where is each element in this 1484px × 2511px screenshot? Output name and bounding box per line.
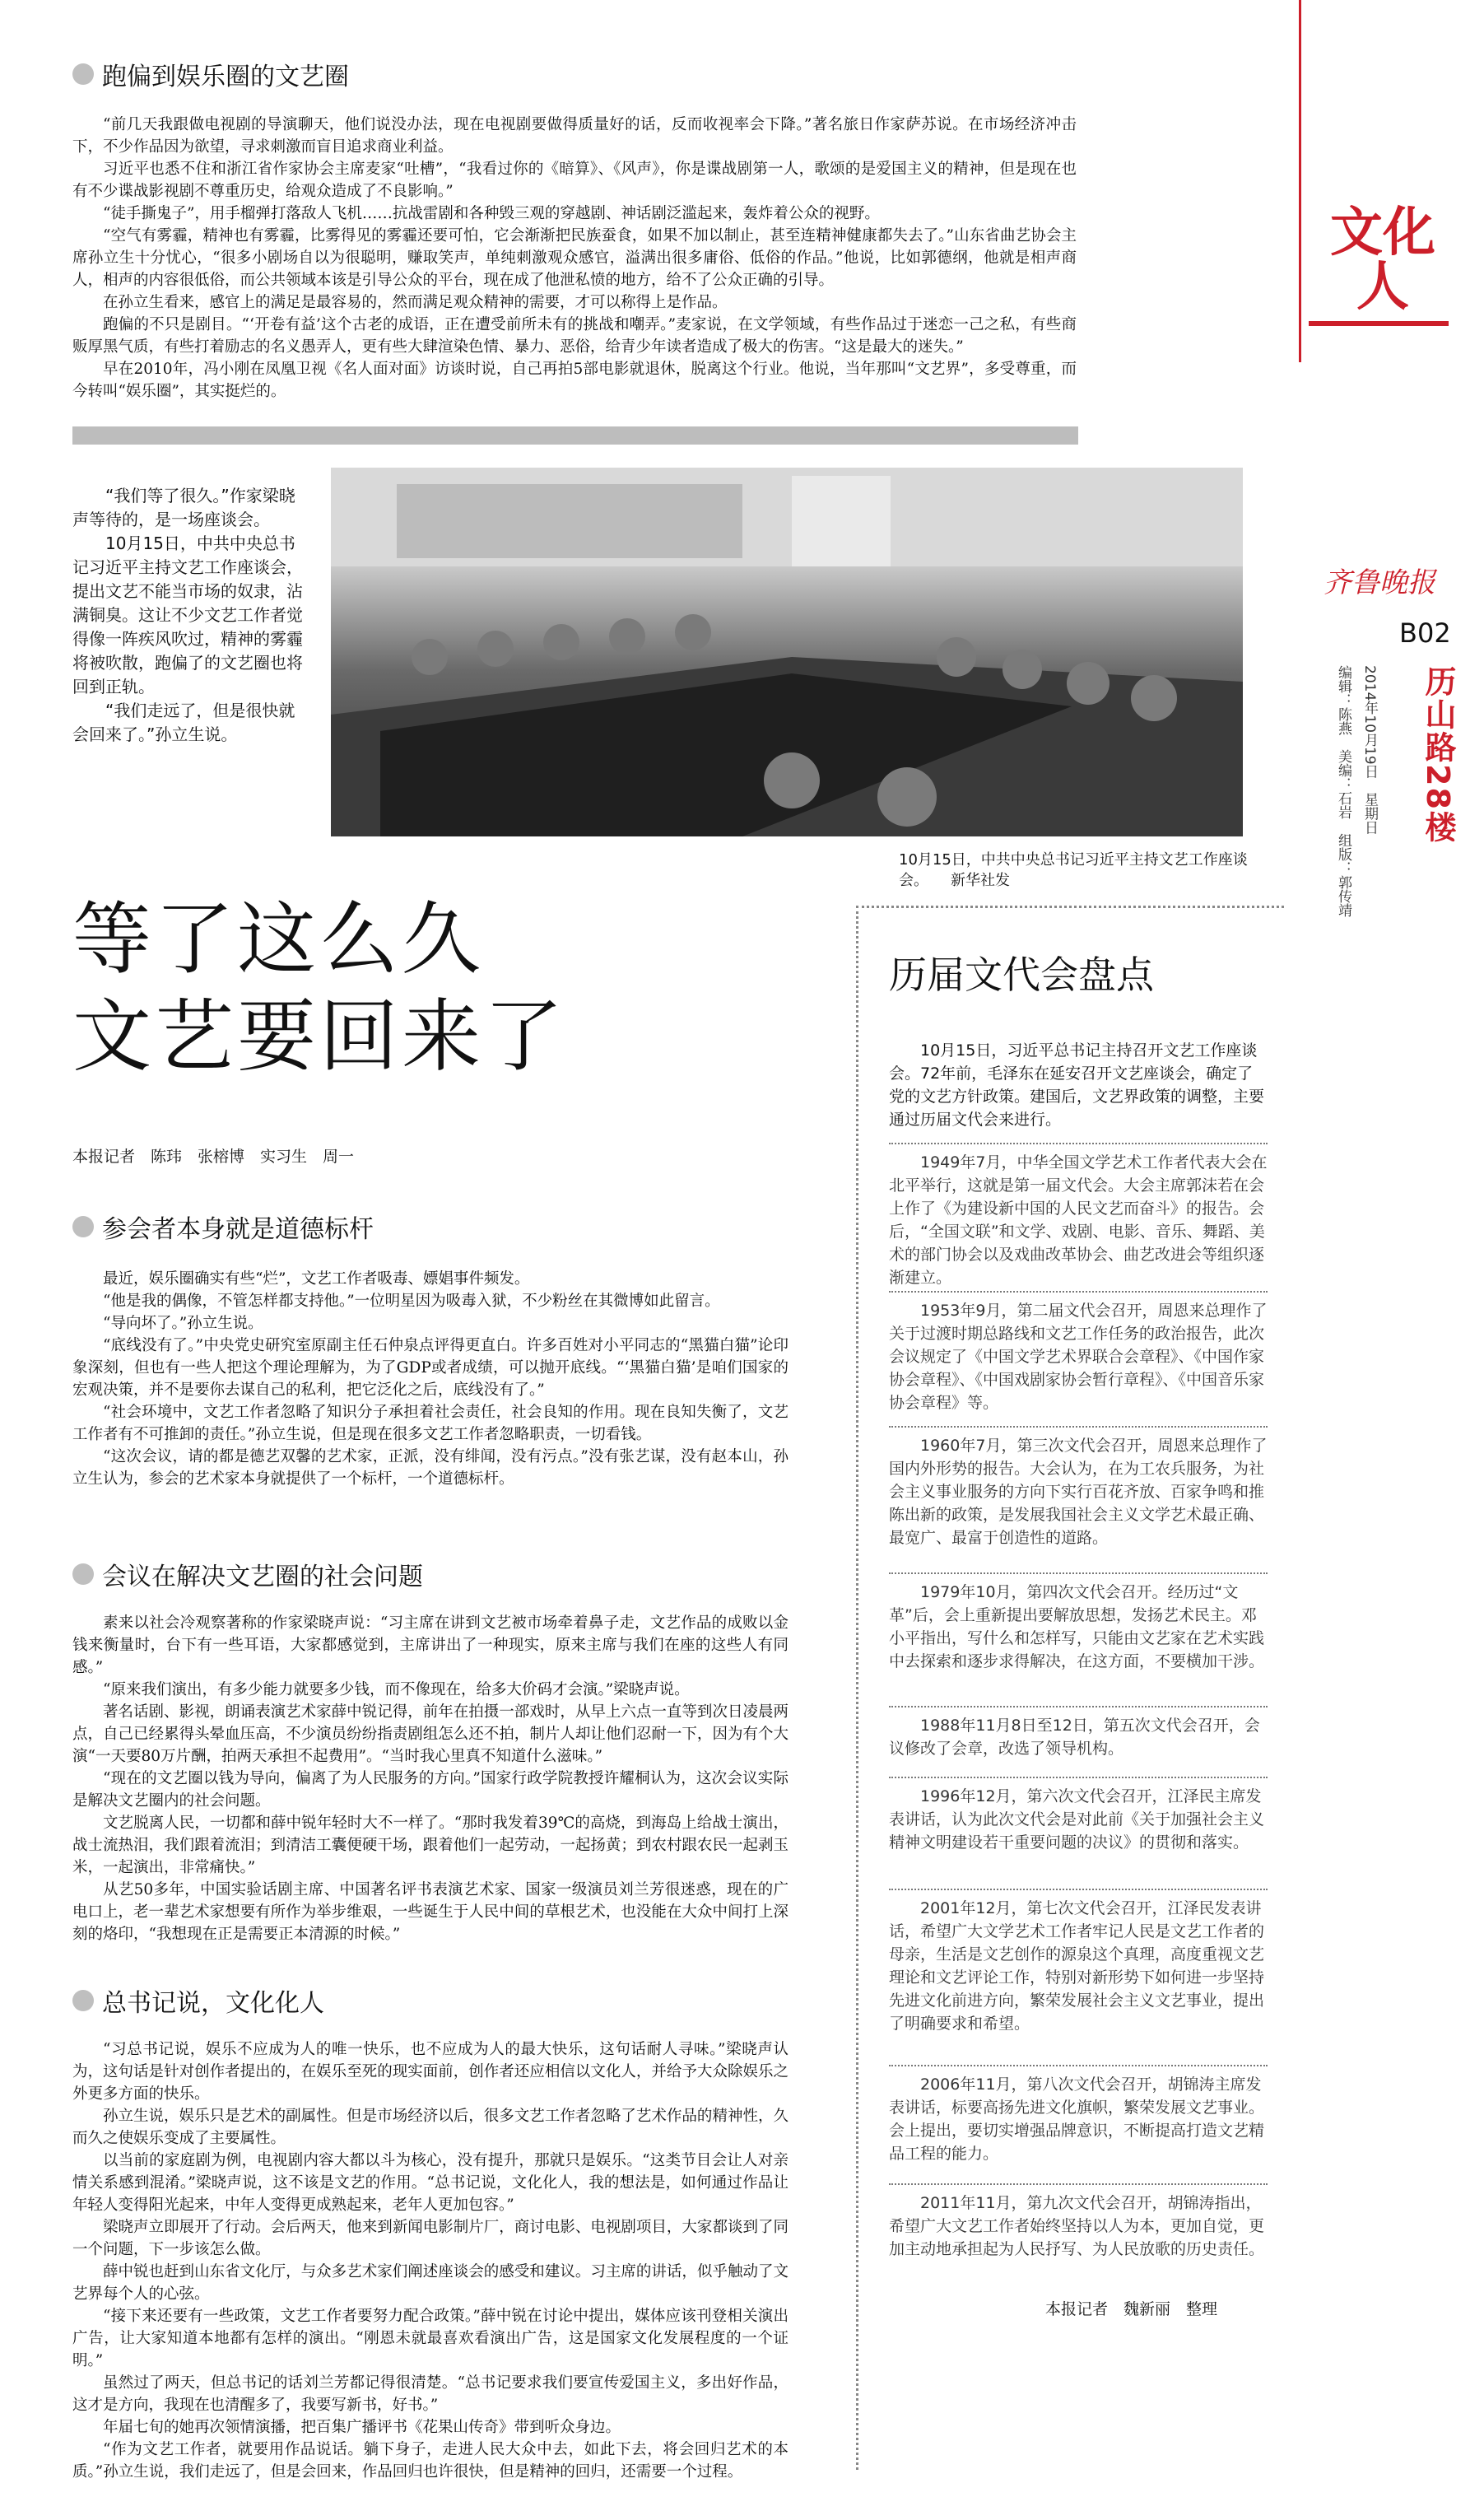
pullquote xyxy=(72,484,311,747)
review-item: 2006年11月，第八次文代会召开，胡锦涛主席发表讲话，标要高扬先进文化旗帜，繁荣发展文艺事业。会上提出，要切实增强品牌意识，不断提高打造文艺精品工程的能力。 xyxy=(889,2075,1265,2163)
review-item: 1949年7月，中华全国文学艺术工作者代表大会在北平举行，这就是第一届文代会。大会主席郭沫若在会上作了《为建设新中国的人民文艺而奋斗》的报告。会后，“全国文联”和文学、戏剧、电影、音乐、舞蹈、美术的部门协会以及戏曲改革协会、曲艺改进会等组织逐渐建立。 xyxy=(889,1153,1268,1287)
editors-credit: 编辑：陈燕 美编：石岩 组版：郭传靖 xyxy=(1335,665,1351,917)
review-item: 2011年11月，第九次文代会召开，胡锦涛指出，希望广大文艺工作者始终坚持以人为本，更加自觉，更加主动地承担起为人民抒写、为人民放歌的历史责任。 xyxy=(889,2194,1265,2258)
paragraph: 以当前的家庭剧为例，电视剧内容大都以斗为核心，没有提升，那就只是娱乐。“这类节目会让人对亲情关系感到混淆。”梁晓声说，这不该是文艺的作用。“总书记说，文化化人，我的想法是，如何通过作品让年轻人变得阳光起来，中年人变得更成熟起来，老年人更加包容。” xyxy=(72,2152,789,2214)
social-section-heading: 会议在解决文艺圈的社会问题 xyxy=(72,1556,423,1592)
morals-section-body xyxy=(72,1268,789,1490)
pullquote-paragraph: 10月15日，中共中央总书记习近平主持文艺工作座谈会，提出文艺不能当市场的奴隶，沾满铜臭。这让不少文艺工作者觉得像一阵疾风吹过，精神的雾霾将被吹散，跑偏了的文艺圈也将回到正轨。 xyxy=(72,533,303,696)
top-section-body xyxy=(72,114,1077,403)
paragraph: 在孙立生看来，感官上的满足是最容易的，然而满足观众精神的需要，才可以称得上是作品。 xyxy=(103,294,728,311)
paragraph: “接下来还要有一些政策，文艺工作者要努力配合政策。”薛中锐在讨论中提出，媒体应该刊登相关演出广告，让大家知道本地都有怎样的演出。“刚恩未就最喜欢看演出广告，这是国家文化发展程度的一个证明。” xyxy=(72,2308,789,2369)
review-intro: 10月15日，习近平总书记主持召开文艺工作座谈会。72年前，毛泽东在延安召开文艺座谈会，确定了党的文艺方针政策。建国后，文艺界政策的调整，主要通过历届文代会来进行。 xyxy=(889,1041,1265,1129)
review-item: 1979年10月，第四次文代会召开。经历过“文革”后，会上重新提出要解放思想，发扬艺术民主。邓小平指出，写什么和怎样写，只能由文艺家在艺术实践中去探索和逐步求得解决，在这方面，不要横加干涉。 xyxy=(889,1583,1265,1670)
paragraph: “作为文艺工作者，就要用作品说话。躺下身子，走进人民大众中去，如此下去，将会回归艺术的本质。”孙立生说，我们走远了，但是会回来，作品回归也许很快，但是精神的回归，还需要一个过程。 xyxy=(72,2441,789,2481)
page-number: B02 xyxy=(1399,617,1451,649)
review-item-divider xyxy=(889,1426,1268,1428)
column-name-logo: 文化人 xyxy=(1330,203,1435,318)
secretary-section-body xyxy=(72,2038,789,2483)
review-box-border xyxy=(856,906,860,2470)
paragraph: 著名话剧、影视，朗诵表演艺术家薛中锐记得，前年在拍摄一部戏时，从早上六点一直等到次日凌晨两点，自己已经累得头晕血压高，不少演员纷纷指责剧组怎么还不拍，制片人却让他们忍耐一下，因为有个大演“一天要80万片酬，拍两天承担不起费用”。“当时我心里真不知道什么滋味。” xyxy=(72,1703,789,1765)
paragraph: 梁晓声立即展开了行动。会后两天，他来到新闻电影制片厂，商讨电影、电视剧项目，大家都谈到了同一个问题，下一步该怎么做。 xyxy=(72,2219,789,2258)
paragraph: 虽然过了两天，但总书记的话刘兰芳都记得很清楚。“总书记要求我们要宣传爱国主义，多出好作品，这才是方向，我现在也清醒多了，我要写新书，好书。” xyxy=(72,2374,789,2414)
issue-date: 2014年10月19日 星期日 xyxy=(1361,665,1378,835)
paragraph: “前几天我跟做电视剧的导演聊天，他们说没办法，现在电视剧要做得质量好的话，反而收视率会下降。”著名旅日作家萨苏说。在市场经济冲击下，不少作品因为欲望，寻求刺激而盲目追求商业利益。 xyxy=(72,116,1077,156)
paragraph: “习总书记说，娱乐不应成为人的唯一快乐，也不应成为人的最大快乐，这句话耐人寻味。”梁晓声认为，这句话是针对创作者提出的，在娱乐至死的现实面前，创作者还应相信以文化人，并给予大众除娱乐之外更多方面的快乐。 xyxy=(72,2041,789,2103)
paragraph: “空气有雾霾，精神也有雾霾，比雾得见的雾霾还要可怕，它会渐渐把民族蚕食，如果不加以制止，甚至连精神健康都失去了。”山东省曲艺协会主席孙立生十分忧心，“很多小剧场自以为很聪明，赚取笑声，单纯刺激观众感官，溢满出很多庸俗、低俗的作品。”他说，比如郭德纲，他就是相声商人，相声的内容很低俗，而公共领域本该是引导公众的平台，现在成了他泄私愤的地方，给不了公众正确的引导。 xyxy=(72,227,1077,289)
byline: 本报记者 陈玮 张榕博 实习生 周一 xyxy=(72,1148,355,1166)
review-item-divider xyxy=(889,1777,1268,1778)
bullet-dot-icon xyxy=(72,1563,94,1585)
paragraph: 从艺50多年，中国实验话剧主席、中国著名评书表演艺术家、国家一级演员刘兰芳很迷惑，现在的广电口上，老一辈艺术家想要有所作为举步维艰，一些诞生于人民中间的草根艺术，也没能在大众中间打上深刻的烙印，“我想现在正是需要正本清源的时候。” xyxy=(72,1881,789,1943)
review-item-divider xyxy=(889,1143,1268,1144)
paragraph: “底线没有了。”中央党史研究室原副主任石仲泉点评得更直白。许多百姓对小平同志的“黑猫白猫”论印象深刻，但也有一些人把这个理论理解为，为了GDP或者成绩，可以抛开底线。“‘黑猫白猫’是咱们国家的宏观决策，并不是要你去谋自己的私利，把它泛化之后，底线没有了。” xyxy=(72,1337,789,1399)
review-item: 2001年12月，第七次文代会召开，江泽民发表讲话，希望广大文学艺术工作者牢记人民是文艺工作者的母亲，生活是文艺创作的源泉这个真理，高度重视文艺理论和文艺评论工作，特别对新形势下如何进一步坚持先进文化前进方向，繁荣发展社会主义文艺事业，提出了明确要求和希望。 xyxy=(889,1899,1265,2033)
paragraph: “这次会议，请的都是德艺双馨的艺术家，正派，没有绯闻，没有污点。”没有张艺谋，没有赵本山，孙立生认为，参会的艺术家本身就提供了一个标杆，一个道德标杆。 xyxy=(72,1448,789,1488)
review-item: 1988年11月8日至12日，第五次文代会召开，会议修改了会章，改选了领导机构。 xyxy=(889,1717,1260,1758)
review-item: 1960年7月，第三次文代会召开，周恩来总理作了国内外形势的报告。大会认为，在为工农兵服务，为社会主义事业服务的方向下实行百花齐放、百家争鸣和推陈出新的政策，是发展我国社会主义文学艺术最正确、最宽广、最富于创造性的道路。 xyxy=(889,1437,1268,1547)
main-headline xyxy=(72,891,566,1085)
top-section-heading: 跑偏到娱乐圈的文艺圈 xyxy=(72,56,349,92)
review-box-top-border xyxy=(856,906,1284,908)
bullet-dot-icon xyxy=(72,63,94,85)
pullquote-paragraph: “我们等了很久。”作家梁晓声等待的，是一场座谈会。 xyxy=(72,486,295,529)
paragraph: 习近平也悉不住和浙江省作家协会主席麦家“吐槽”，“我看过你的《暗算》、《风声》，你是谍战剧第一人，歌颂的是爱国主义的精神，但是现在也有不少谍战影视剧不尊重历史，给观众造成了不良影响。” xyxy=(72,161,1077,200)
review-item-divider xyxy=(889,2065,1268,2066)
paragraph: “他是我的偶像，不管怎样都支持他。”一位明星因为吸毒入狱，不少粉丝在其微博如此留言。 xyxy=(103,1293,720,1310)
paragraph: “现在的文艺圈以钱为导向，偏离了为人民服务的方向。”国家行政学院教授许耀桐认为，这次会议实际是解决文艺圈内的社会问题。 xyxy=(72,1770,789,1810)
paragraph: 文艺脱离人民，一切都和薛中锐年轻时大不一样了。“那时我发着39℃的高烧，到海岛上给战士演出，战士流热泪，我们跟着流泪；到清洁工囊便硬干场，跟着他们一起劳动，一起扬黄；到农村跟农民一起剥玉米，一起演出，非常痛快。” xyxy=(72,1815,789,1876)
news-photo xyxy=(331,468,1243,836)
review-item: 1996年12月，第六次文代会召开，江泽民主席发表讲话，认为此次文代会是对此前《关于加强社会主义精神文明建设若干重要问题的决议》的贯彻和落实。 xyxy=(889,1787,1265,1852)
review-item-divider xyxy=(889,1706,1268,1707)
review-item-divider xyxy=(889,1572,1268,1574)
review-item: 1953年9月，第二届文代会召开，周恩来总理作了关于过渡时期总路线和文艺工作任务的政治报告，此次会议规定了《中国文学艺术界联合会章程》、《中国作家协会章程》、《中国戏剧家协会暂行章程》、《中国音乐家协会章程》等。 xyxy=(889,1302,1268,1412)
headline-line-2: 文艺要回来了 xyxy=(72,990,566,1083)
paragraph: 跑偏的不只是剧目。“‘开卷有益’这个古老的成语，正在遭受前所未有的挑战和嘲弄。”麦家说，在文学领域，有些作品过于迷恋一己之私，有些商贩厚黑气质，有些打着励志的名义愚弄人，更有些大肆渲染色情、暴力、恶俗，给青少年读者造成了极大的伤害。“这是最大的迷失。” xyxy=(72,316,1077,356)
meeting-photo-illustration xyxy=(331,468,1243,836)
photo-caption: 10月15日，中共中央总书记习近平主持文艺工作座谈会。 新华社发 xyxy=(899,851,1248,889)
review-title: 历届文代会盘点 xyxy=(889,953,1154,997)
paragraph: 孙立生说，娱乐只是艺术的副属性。但是市场经济以后，很多文艺工作者忽略了艺术作品的精神性，久而久之使娱乐变成了主要属性。 xyxy=(72,2108,789,2147)
paragraph: “原来我们演出，有多少能力就要多少钱，而不像现在，给多大价码才会演。”梁晓声说。 xyxy=(103,1681,690,1698)
paragraph: 早在2010年，冯小刚在凤凰卫视《名人面对面》访谈时说，自己再拍5部电影就退休，脱离这个行业。他说，当年那叫“文艺界”，多受尊重，而今转叫“娱乐圈”，其实挺烂的。 xyxy=(72,361,1077,400)
masthead-red-line xyxy=(1299,0,1301,362)
paragraph: “徒手撕鬼子”，用手榴弹打落敌人飞机……抗战雷剧和各种毁三观的穿越剧、神话剧泛滥起来，轰炸着公众的视野。 xyxy=(103,205,880,222)
paragraph: 素来以社会冷观察著称的作家梁晓声说：“习主席在讲到文艺被市场牵着鼻子走，文艺作品的成败以金钱来衡量时，台下有一些耳语，大家都感觉到，主席讲出了一种现实，原来主席与我们在座的这些人有同感。” xyxy=(72,1614,789,1676)
section-divider-bar xyxy=(72,426,1078,445)
paragraph: “社会环境中，文艺工作者忽略了知识分子承担着社会责任，社会良知的作用。现在良知失衡了，文艺工作者有不可推卸的责任。”孙立生说，但是现在很多文艺工作者忽略职责，一切看钱。 xyxy=(72,1404,789,1443)
paragraph: 薛中锐也赶到山东省文化厅，与众多艺术家们阐述座谈会的感受和建议。习主席的讲话，似乎触动了文艺界每个人的心弦。 xyxy=(72,2263,789,2303)
morals-section-heading: 参会者本身就是道德标杆 xyxy=(72,1209,374,1245)
masthead-red-underline xyxy=(1309,321,1449,326)
paper-name-logo: 齐鲁晚报 xyxy=(1324,566,1435,599)
headline-line-1: 等了这么久 xyxy=(72,893,484,985)
location-label: 历山路28楼 xyxy=(1420,665,1456,844)
pullquote-paragraph: “我们走远了，但是很快就会回来了。”孙立生说。 xyxy=(72,701,295,744)
review-credit: 本报记者 魏新丽 整理 xyxy=(1045,2300,1218,2318)
social-section-body xyxy=(72,1612,789,1945)
paragraph: 最近，娱乐圈确实有些“烂”，文艺工作者吸毒、嫖娼事件频发。 xyxy=(103,1270,530,1288)
review-item-divider xyxy=(889,1291,1268,1293)
review-item-divider xyxy=(889,2183,1268,2185)
bullet-dot-icon xyxy=(72,1990,94,2011)
review-item-divider xyxy=(889,1889,1268,1890)
paragraph: “导向坏了。”孙立生说。 xyxy=(103,1315,263,1332)
bullet-dot-icon xyxy=(72,1216,94,1237)
paragraph: 年届七旬的她再次领情演播，把百集广播评书《花果山传奇》带到听众身边。 xyxy=(103,2419,621,2436)
secretary-section-heading: 总书记说，文化化人 xyxy=(72,1982,324,2019)
